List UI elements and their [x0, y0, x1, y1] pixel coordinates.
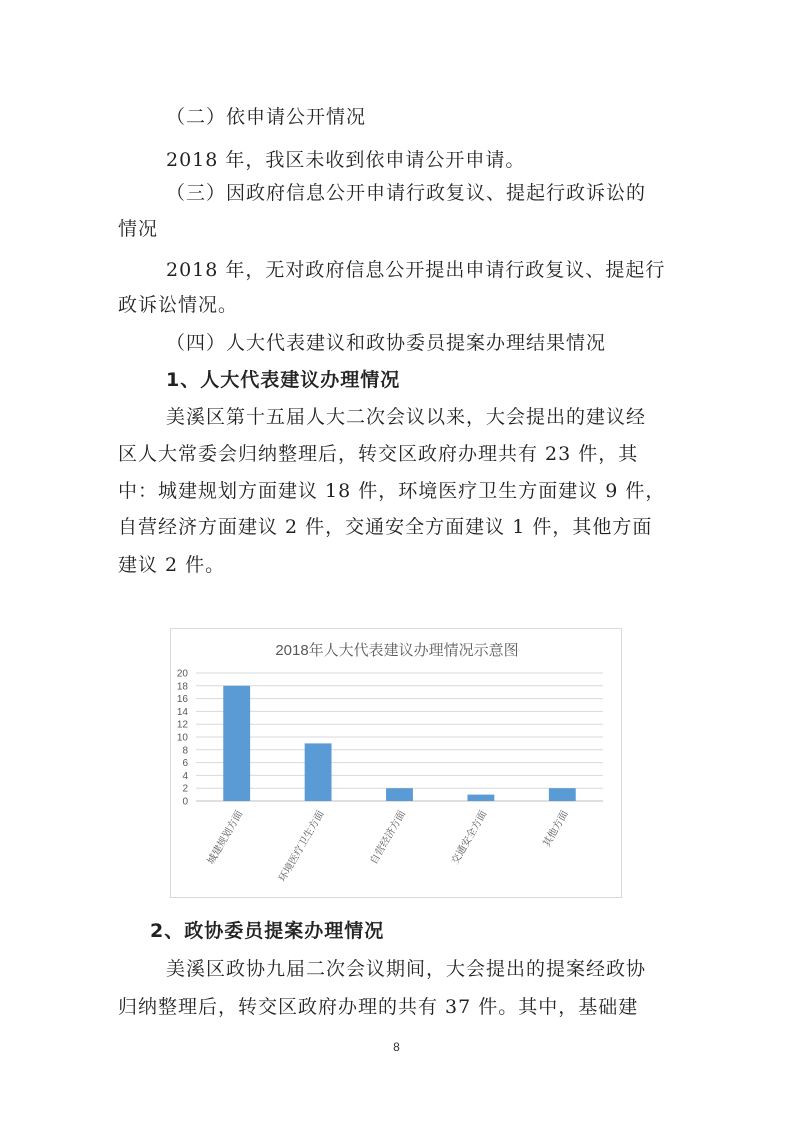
- paragraph-line: 区人大常委会归纳整理后，转交区政府办理共有 23 件，其: [118, 443, 639, 465]
- subheading-2: 2、政协委员提案办理情况: [150, 920, 385, 942]
- paragraph-line: 美溪区政协九届二次会议期间，大会提出的提案经政协: [166, 958, 647, 980]
- bar: [305, 743, 332, 801]
- y-tick-label: 0: [182, 796, 188, 808]
- paragraph-line: 政诉讼情况。: [118, 294, 239, 316]
- bar: [386, 788, 413, 801]
- y-tick-label: 14: [176, 706, 188, 718]
- x-tick-label: 环境医疗卫生方面: [277, 809, 327, 884]
- bar-chart: [170, 628, 622, 898]
- section-heading-4: （四）人大代表建议和政协委员提案办理结果情况: [166, 332, 607, 354]
- bar: [467, 795, 494, 801]
- section-heading-3-cont: 情况: [118, 218, 159, 240]
- x-tick-label: 自营经济方面: [368, 809, 409, 867]
- paragraph-line: 美溪区第十五届人大二次会议以来，大会提出的建议经: [166, 406, 647, 428]
- chart-title: 2018年人大代表建议办理情况示意图: [275, 642, 519, 659]
- y-tick-label: 4: [182, 770, 188, 782]
- bar: [549, 788, 576, 801]
- y-tick-label: 18: [176, 681, 188, 693]
- bar: [223, 686, 250, 801]
- y-tick-label: 2: [182, 783, 188, 795]
- paragraph-line: 自营经济方面建议 2 件，交通安全方面建议 1 件，其他方面: [118, 516, 653, 538]
- section-heading-3: （三）因政府信息公开申请行政复议、提起行政诉讼的: [166, 182, 647, 204]
- section-heading-2: （二）依申请公开情况: [166, 106, 367, 128]
- y-tick-label: 20: [176, 668, 188, 680]
- paragraph-line: 归纳整理后，转交区政府办理的共有 37 件。其中，基础建: [118, 996, 639, 1018]
- y-tick-label: 12: [176, 719, 188, 731]
- x-tick-label: 交通安全方面: [449, 809, 490, 867]
- y-tick-label: 6: [182, 758, 188, 770]
- paragraph-line: 中：城建规划方面建议 18 件，环境医疗卫生方面建议 9 件，: [118, 480, 666, 502]
- y-tick-label: 10: [176, 732, 188, 744]
- paragraph-line: 2018 年，我区未收到依申请公开申请。: [166, 149, 526, 171]
- paragraph-line: 2018 年，无对政府信息公开提出申请行政复议、提起行: [166, 259, 666, 281]
- y-tick-label: 16: [176, 694, 188, 706]
- x-tick-label: 其他方面: [541, 809, 571, 850]
- bar-chart-svg: [171, 629, 623, 899]
- page-number: 8: [393, 1040, 400, 1054]
- subheading-1: 1、人大代表建议办理情况: [166, 369, 401, 391]
- paragraph-line: 建议 2 件。: [118, 554, 226, 576]
- x-tick-label: 城建规划方面: [205, 809, 246, 867]
- y-tick-label: 8: [182, 745, 188, 757]
